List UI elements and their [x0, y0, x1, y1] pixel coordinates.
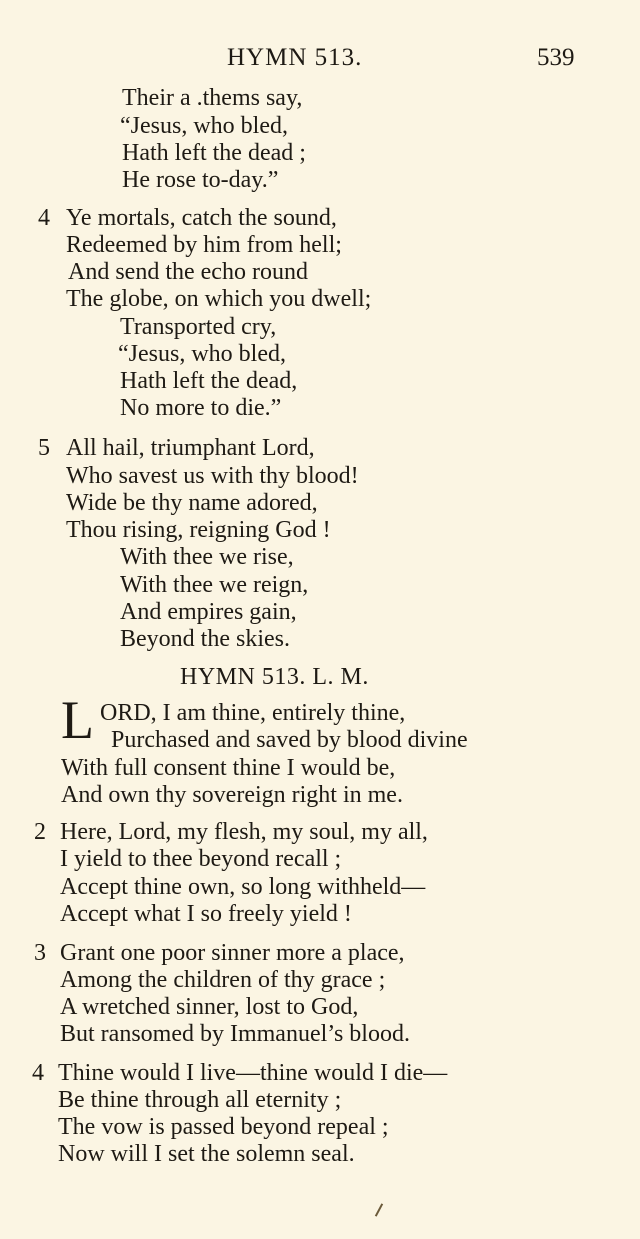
verse-line: Grant one poor sinner more a place,: [60, 940, 405, 966]
verse-line: With full consent thine I would be,: [61, 755, 396, 781]
page-number: 539: [537, 44, 575, 71]
stanza-number: 3: [34, 940, 46, 966]
verse-line: ORD, I am thine, entirely thine,: [100, 700, 406, 726]
verse-line: Beyond the skies.: [120, 626, 290, 652]
verse-line: Now will I set the solemn seal.: [58, 1141, 355, 1167]
verse-line: Accept what I so freely yield !: [60, 901, 352, 927]
stanza-number: 4: [38, 205, 50, 231]
verse-line: I yield to thee beyond recall ;: [60, 846, 342, 872]
verse-line: Thine would I live—thine would I die—: [58, 1060, 448, 1086]
verse-line: The globe, on which you dwell;: [66, 286, 372, 312]
running-header-title: HYMN 513.: [227, 44, 363, 71]
ink-mark: [375, 1203, 383, 1216]
stanza-number: 5: [38, 435, 50, 461]
verse-line: Ye mortals, catch the sound,: [66, 205, 337, 231]
stanza-number: 2: [34, 819, 46, 845]
verse-line: Purchased and saved by blood divine: [111, 727, 468, 753]
verse-line: Hath left the dead ;: [122, 140, 306, 166]
verse-line: With thee we reign,: [120, 572, 309, 598]
drop-cap: L: [61, 690, 94, 750]
verse-line: And send the echo round: [68, 259, 308, 285]
verse-line: A wretched sinner, lost to God,: [60, 994, 359, 1020]
verse-line: Among the children of thy grace ;: [60, 967, 386, 993]
verse-line: Accept thine own, so long withheld—: [60, 874, 426, 900]
hymn-heading: HYMN 513. L. M.: [180, 664, 369, 690]
verse-line: No more to die.”: [120, 395, 282, 421]
verse-line: But ransomed by Immanuel’s blood.: [60, 1021, 410, 1047]
verse-line: Transported cry,: [120, 314, 277, 340]
verse-line: Who savest us with thy blood!: [66, 463, 359, 489]
verse-line: Wide be thy name adored,: [66, 490, 318, 516]
verse-line: Be thine through all eternity ;: [58, 1087, 342, 1113]
verse-line: Thou rising, reigning God !: [66, 517, 331, 543]
stanza-number: 4: [32, 1060, 44, 1086]
verse-line: Their a .thems say,: [122, 85, 303, 111]
verse-line: And own thy sovereign right in me.: [61, 782, 403, 808]
verse-line: Here, Lord, my flesh, my soul, my all,: [60, 819, 428, 845]
verse-line: With thee we rise,: [120, 544, 294, 570]
verse-line: Hath left the dead,: [120, 368, 298, 394]
verse-line: He rose to-day.”: [122, 167, 279, 193]
verse-line: Redeemed by him from hell;: [66, 232, 342, 258]
verse-line: “Jesus, who bled,: [120, 113, 288, 139]
verse-line: The vow is passed beyond repeal ;: [58, 1114, 389, 1140]
verse-line: All hail, triumphant Lord,: [66, 435, 315, 461]
verse-line: And empires gain,: [120, 599, 297, 625]
verse-line: “Jesus, who bled,: [118, 341, 286, 367]
